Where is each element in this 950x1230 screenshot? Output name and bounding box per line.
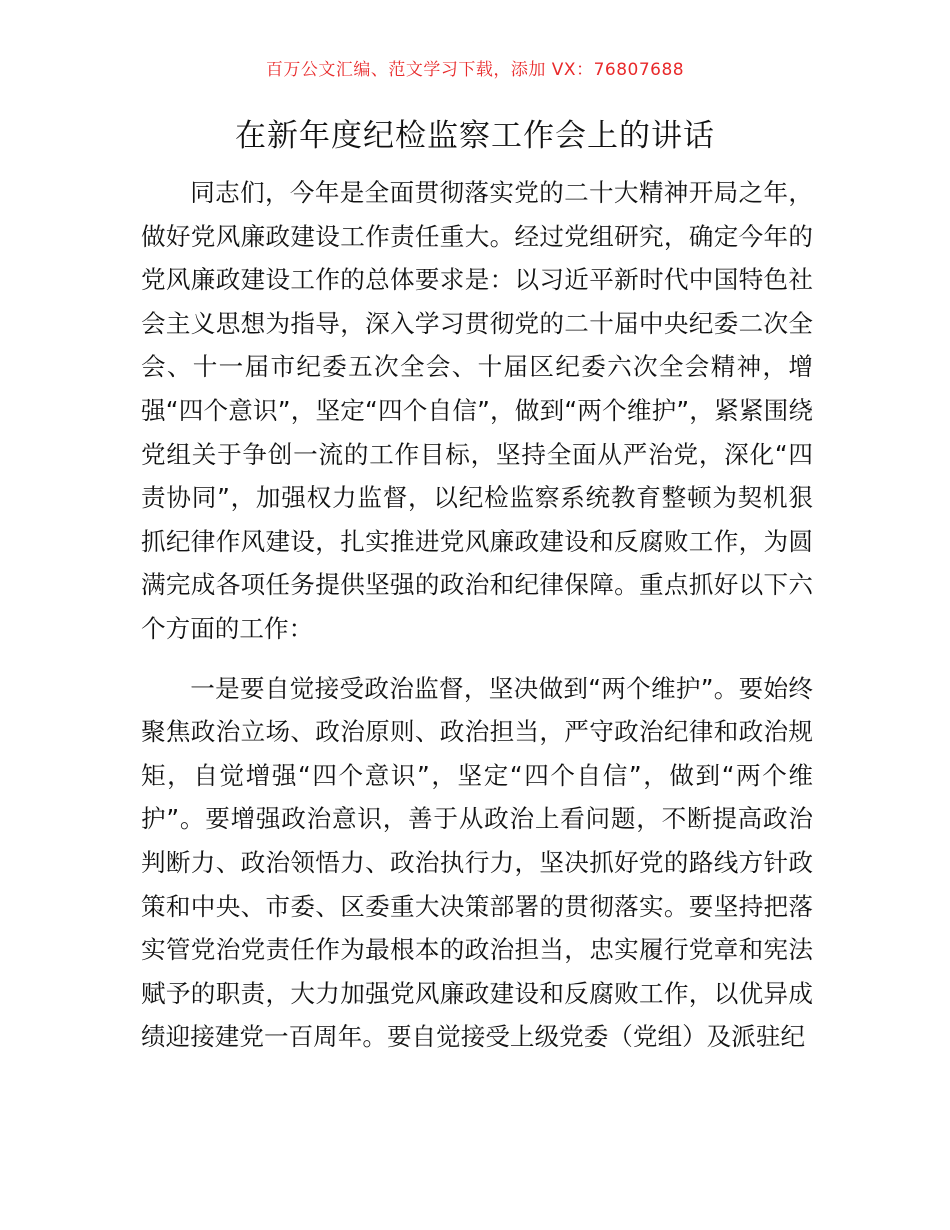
watermark-header: 百万公文汇编、范文学习下载，添加 VX：76807688: [265, 60, 685, 80]
document-title: 在新年度纪检监察工作会上的讲话: [235, 118, 715, 154]
document-body: [141, 171, 813, 1059]
paragraph-point-one: 一是要自觉接受政治监督，坚决做到“两个维护”。要始终聚焦政治立场、政治原则、政治担当，严守政治纪律和政治规矩，自觉增强“四个意识”，坚定“四个自信”，做到“两个维护”。要增强政治意识，善于从政治上看问题，不断提高政治判断力、政治领悟力、政治执行力，坚决抓好党的路线方针政策和中央、市委、区委重大决策部署的贯彻落实。要坚持把落实管党治党责任作为最根本的政治担当，忠实履行党章和宪法赋予的职责，大力加强党风廉政建设和反腐败工作，以优异成绩迎接建党一百周年。要自觉接受上级党委（党组）及派驻纪: [141, 673, 813, 1052]
paragraph-intro: 同志们，今年是全面贯彻落实党的二十大精神开局之年，做好党风廉政建设工作责任重大。经过党组研究，确定今年的党风廉政建设工作的总体要求是：以习近平新时代中国特色社会主义思想为指导，深入学习贯彻党的二十届中央纪委二次全会、十一届市纪委五次全会、十届区纪委六次全会精神，增强“四个意识”，坚定“四个自信”，做到“两个维护”，紧紧围绕党组关于争创一流的工作目标，坚持全面从严治党，深化“四责协同”，加强权力监督，以纪检监察系统教育整顿为契机狠抓纪律作风建设，扎实推进党风廉政建设和反腐败工作，为圆满完成各项任务提供坚强的政治和纪律保障。重点抓好以下六个方面的工作：: [141, 178, 813, 643]
